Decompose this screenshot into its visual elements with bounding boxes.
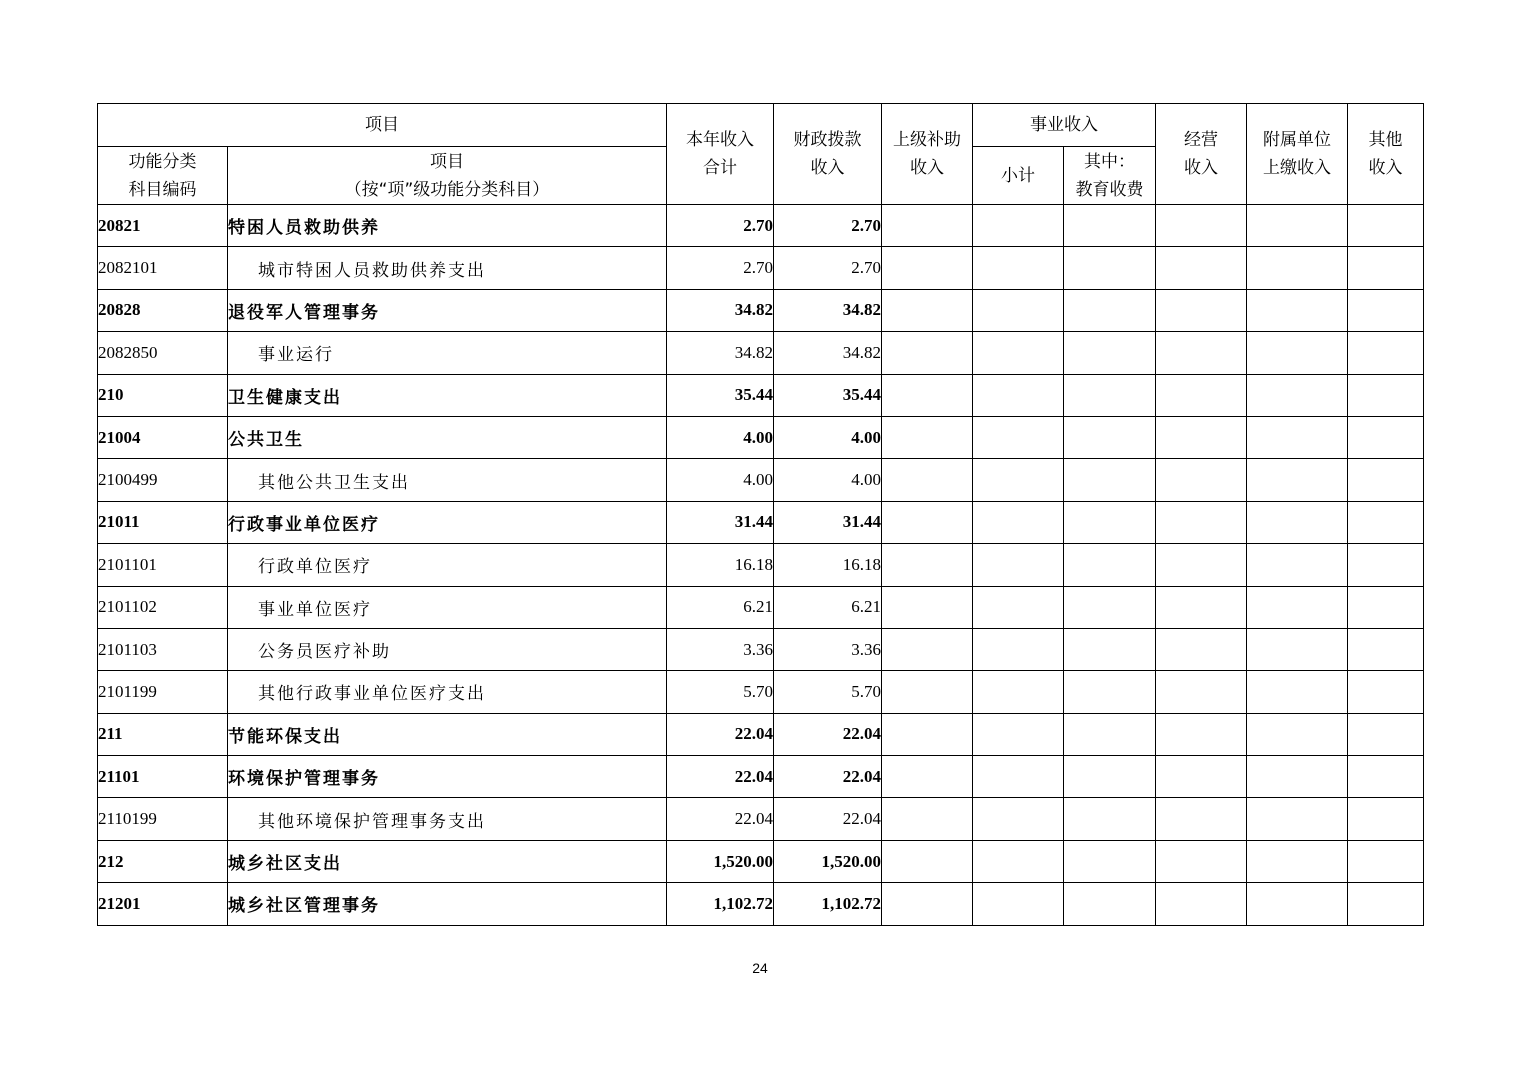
- row-other: [1348, 756, 1424, 798]
- row-other: [1348, 416, 1424, 458]
- row-superior: [882, 586, 973, 628]
- row-item-name: 其他公共卫生支出: [228, 459, 667, 501]
- row-operating: [1156, 756, 1247, 798]
- row-business-subtotal: [973, 205, 1064, 247]
- row-superior: [882, 247, 973, 289]
- row-edu-fee: [1064, 883, 1156, 925]
- row-edu-fee: [1064, 289, 1156, 331]
- row-code: 20821: [98, 205, 228, 247]
- header-subtotal: 小计: [973, 147, 1064, 205]
- table-row: [98, 713, 1424, 755]
- row-total: 3.36: [667, 628, 774, 670]
- row-superior: [882, 459, 973, 501]
- row-other: [1348, 332, 1424, 374]
- header-operating-line1: 经营: [1184, 130, 1218, 150]
- row-fiscal: 22.04: [774, 798, 882, 840]
- header-other-line2: 收入: [1368, 158, 1403, 178]
- row-total: 4.00: [667, 416, 774, 458]
- row-edu-fee: [1064, 374, 1156, 416]
- row-business-subtotal: [973, 544, 1064, 586]
- header-superior-line2: 收入: [910, 158, 944, 178]
- header-total-line1: 本年收入: [686, 130, 754, 150]
- row-fiscal: 4.00: [774, 459, 882, 501]
- row-operating: [1156, 798, 1247, 840]
- row-total: 2.70: [667, 205, 774, 247]
- row-code: 2082101: [98, 247, 228, 289]
- row-item-name: 节能环保支出: [228, 713, 667, 755]
- row-superior: [882, 416, 973, 458]
- row-superior: [882, 289, 973, 331]
- table-row: [98, 289, 1424, 331]
- row-affiliated: [1247, 374, 1348, 416]
- row-total: 31.44: [667, 501, 774, 543]
- row-operating: [1156, 628, 1247, 670]
- row-superior: [882, 883, 973, 925]
- row-code: 2110199: [98, 798, 228, 840]
- row-other: [1348, 247, 1424, 289]
- row-superior: [882, 374, 973, 416]
- row-item-name: 城市特困人员救助供养支出: [228, 247, 667, 289]
- row-edu-fee: [1064, 459, 1156, 501]
- row-fiscal: 35.44: [774, 374, 882, 416]
- row-fiscal: 22.04: [774, 756, 882, 798]
- row-operating: [1156, 374, 1247, 416]
- row-edu-fee: [1064, 332, 1156, 374]
- row-code: 20828: [98, 289, 228, 331]
- row-edu-fee: [1064, 798, 1156, 840]
- row-superior: [882, 756, 973, 798]
- row-other: [1348, 840, 1424, 882]
- row-business-subtotal: [973, 459, 1064, 501]
- row-affiliated: [1247, 459, 1348, 501]
- row-affiliated: [1247, 883, 1348, 925]
- header-func-code-line1: 功能分类: [128, 151, 197, 172]
- row-code: 2101101: [98, 544, 228, 586]
- table-row: [98, 671, 1424, 713]
- header-other-line1: 其他: [1368, 130, 1403, 150]
- header-fiscal: [774, 104, 882, 205]
- row-code: 211: [98, 713, 228, 755]
- row-affiliated: [1247, 289, 1348, 331]
- header-superior-line1: 上级补助: [893, 130, 961, 150]
- table-row: [98, 628, 1424, 670]
- row-business-subtotal: [973, 883, 1064, 925]
- row-edu-fee: [1064, 586, 1156, 628]
- row-other: [1348, 586, 1424, 628]
- header-item: [228, 147, 667, 205]
- row-edu-fee: [1064, 840, 1156, 882]
- row-superior: [882, 628, 973, 670]
- row-business-subtotal: [973, 374, 1064, 416]
- row-business-subtotal: [973, 501, 1064, 543]
- row-operating: [1156, 713, 1247, 755]
- row-superior: [882, 798, 973, 840]
- page-number: 24: [752, 960, 768, 976]
- row-fiscal: 4.00: [774, 416, 882, 458]
- table-row: [98, 332, 1424, 374]
- row-item-name: 其他环境保护管理事务支出: [228, 798, 667, 840]
- table-row: [98, 459, 1424, 501]
- row-fiscal: 22.04: [774, 713, 882, 755]
- row-edu-fee: [1064, 544, 1156, 586]
- row-fiscal: 2.70: [774, 247, 882, 289]
- row-code: 2101103: [98, 628, 228, 670]
- row-business-subtotal: [973, 416, 1064, 458]
- row-business-subtotal: [973, 840, 1064, 882]
- row-other: [1348, 205, 1424, 247]
- row-edu-fee: [1064, 628, 1156, 670]
- row-edu-fee: [1064, 247, 1156, 289]
- row-other: [1348, 289, 1424, 331]
- row-fiscal: 6.21: [774, 586, 882, 628]
- row-item-name: 城乡社区管理事务: [228, 883, 667, 925]
- row-operating: [1156, 840, 1247, 882]
- table-row: [98, 586, 1424, 628]
- row-business-subtotal: [973, 798, 1064, 840]
- row-edu-fee: [1064, 713, 1156, 755]
- header-item-line1: 项目: [430, 151, 464, 172]
- row-other: [1348, 501, 1424, 543]
- row-fiscal: 1,520.00: [774, 840, 882, 882]
- row-operating: [1156, 501, 1247, 543]
- row-total: 5.70: [667, 671, 774, 713]
- row-fiscal: 2.70: [774, 205, 882, 247]
- row-affiliated: [1247, 205, 1348, 247]
- budget-income-table: [97, 103, 1424, 926]
- row-operating: [1156, 671, 1247, 713]
- table-row: [98, 374, 1424, 416]
- row-code: 212: [98, 840, 228, 882]
- row-other: [1348, 713, 1424, 755]
- row-business-subtotal: [973, 289, 1064, 331]
- row-superior: [882, 501, 973, 543]
- row-business-subtotal: [973, 713, 1064, 755]
- row-business-subtotal: [973, 628, 1064, 670]
- table-row: [98, 544, 1424, 586]
- row-item-name: 退役军人管理事务: [228, 289, 667, 331]
- row-business-subtotal: [973, 247, 1064, 289]
- row-business-subtotal: [973, 756, 1064, 798]
- row-code: 2100499: [98, 459, 228, 501]
- header-business-income: 事业收入: [973, 104, 1156, 147]
- row-operating: [1156, 586, 1247, 628]
- header-fiscal-line2: 收入: [810, 158, 845, 178]
- row-edu-fee: [1064, 416, 1156, 458]
- header-operating-line2: 收入: [1184, 158, 1218, 178]
- row-affiliated: [1247, 628, 1348, 670]
- row-business-subtotal: [973, 671, 1064, 713]
- row-total: 2.70: [667, 247, 774, 289]
- row-fiscal: 5.70: [774, 671, 882, 713]
- row-affiliated: [1247, 332, 1348, 374]
- row-item-name: 公务员医疗补助: [228, 628, 667, 670]
- row-fiscal: 16.18: [774, 544, 882, 586]
- row-superior: [882, 544, 973, 586]
- row-code: 2101102: [98, 586, 228, 628]
- header-total-line2: 合计: [703, 158, 737, 178]
- row-item-name: 卫生健康支出: [228, 374, 667, 416]
- table-row: [98, 883, 1424, 925]
- row-affiliated: [1247, 840, 1348, 882]
- row-item-name: 事业运行: [228, 332, 667, 374]
- row-total: 35.44: [667, 374, 774, 416]
- row-affiliated: [1247, 247, 1348, 289]
- row-edu-fee: [1064, 671, 1156, 713]
- row-item-name: 行政单位医疗: [228, 544, 667, 586]
- header-edu-line2: 教育收费: [1075, 179, 1144, 200]
- row-operating: [1156, 883, 1247, 925]
- header-edu-line1: 其中：: [1084, 151, 1135, 172]
- header-other: [1348, 104, 1424, 205]
- row-total: 34.82: [667, 332, 774, 374]
- row-operating: [1156, 247, 1247, 289]
- table-row: [98, 756, 1424, 798]
- row-superior: [882, 840, 973, 882]
- header-project-group: 项目: [98, 104, 667, 147]
- row-operating: [1156, 459, 1247, 501]
- row-code: 210: [98, 374, 228, 416]
- row-code: 2101199: [98, 671, 228, 713]
- header-superior: [882, 104, 973, 205]
- row-operating: [1156, 205, 1247, 247]
- table-row: [98, 247, 1424, 289]
- row-total: 6.21: [667, 586, 774, 628]
- row-other: [1348, 883, 1424, 925]
- row-affiliated: [1247, 501, 1348, 543]
- row-total: 34.82: [667, 289, 774, 331]
- table-row: [98, 798, 1424, 840]
- header-affiliated-line1: 附属单位: [1263, 130, 1331, 150]
- row-business-subtotal: [973, 332, 1064, 374]
- row-total: 22.04: [667, 798, 774, 840]
- row-affiliated: [1247, 756, 1348, 798]
- table-body: [98, 205, 1424, 926]
- row-other: [1348, 374, 1424, 416]
- row-other: [1348, 798, 1424, 840]
- row-superior: [882, 332, 973, 374]
- row-operating: [1156, 332, 1247, 374]
- row-other: [1348, 671, 1424, 713]
- table-row: [98, 205, 1424, 247]
- row-fiscal: 1,102.72: [774, 883, 882, 925]
- row-other: [1348, 628, 1424, 670]
- row-item-name: 其他行政事业单位医疗支出: [228, 671, 667, 713]
- row-superior: [882, 671, 973, 713]
- row-fiscal: 34.82: [774, 289, 882, 331]
- header-item-line2: （按“项”级功能分类科目）: [344, 179, 550, 200]
- row-fiscal: 31.44: [774, 501, 882, 543]
- header-affiliated-line2: 上缴收入: [1263, 158, 1331, 178]
- row-other: [1348, 459, 1424, 501]
- header-func-code-line2: 科目编码: [128, 179, 197, 200]
- table-row: [98, 840, 1424, 882]
- row-operating: [1156, 289, 1247, 331]
- row-total: 1,102.72: [667, 883, 774, 925]
- row-item-name: 城乡社区支出: [228, 840, 667, 882]
- row-fiscal: 3.36: [774, 628, 882, 670]
- row-affiliated: [1247, 798, 1348, 840]
- row-item-name: 行政事业单位医疗: [228, 501, 667, 543]
- header-edu-fee: [1064, 147, 1156, 205]
- row-affiliated: [1247, 416, 1348, 458]
- row-item-name: 环境保护管理事务: [228, 756, 667, 798]
- header-operating: [1156, 104, 1247, 205]
- row-item-name: 事业单位医疗: [228, 586, 667, 628]
- table-row: [98, 416, 1424, 458]
- row-item-name: 特困人员救助供养: [228, 205, 667, 247]
- table-row: [98, 501, 1424, 543]
- row-code: 21101: [98, 756, 228, 798]
- row-total: 22.04: [667, 756, 774, 798]
- row-total: 16.18: [667, 544, 774, 586]
- row-affiliated: [1247, 713, 1348, 755]
- row-item-name: 公共卫生: [228, 416, 667, 458]
- table-header: [98, 104, 1424, 205]
- header-fiscal-line1: 财政拨款: [793, 130, 862, 150]
- row-superior: [882, 205, 973, 247]
- row-edu-fee: [1064, 205, 1156, 247]
- row-edu-fee: [1064, 501, 1156, 543]
- row-total: 4.00: [667, 459, 774, 501]
- row-code: 21004: [98, 416, 228, 458]
- row-operating: [1156, 416, 1247, 458]
- row-fiscal: 34.82: [774, 332, 882, 374]
- row-code: 2082850: [98, 332, 228, 374]
- row-business-subtotal: [973, 586, 1064, 628]
- row-other: [1348, 544, 1424, 586]
- header-total: [667, 104, 774, 205]
- row-total: 22.04: [667, 713, 774, 755]
- header-func-code: [98, 147, 228, 205]
- row-affiliated: [1247, 544, 1348, 586]
- row-total: 1,520.00: [667, 840, 774, 882]
- row-superior: [882, 713, 973, 755]
- row-affiliated: [1247, 671, 1348, 713]
- row-code: 21011: [98, 501, 228, 543]
- row-code: 21201: [98, 883, 228, 925]
- row-edu-fee: [1064, 756, 1156, 798]
- row-affiliated: [1247, 586, 1348, 628]
- row-operating: [1156, 544, 1247, 586]
- header-affiliated: [1247, 104, 1348, 205]
